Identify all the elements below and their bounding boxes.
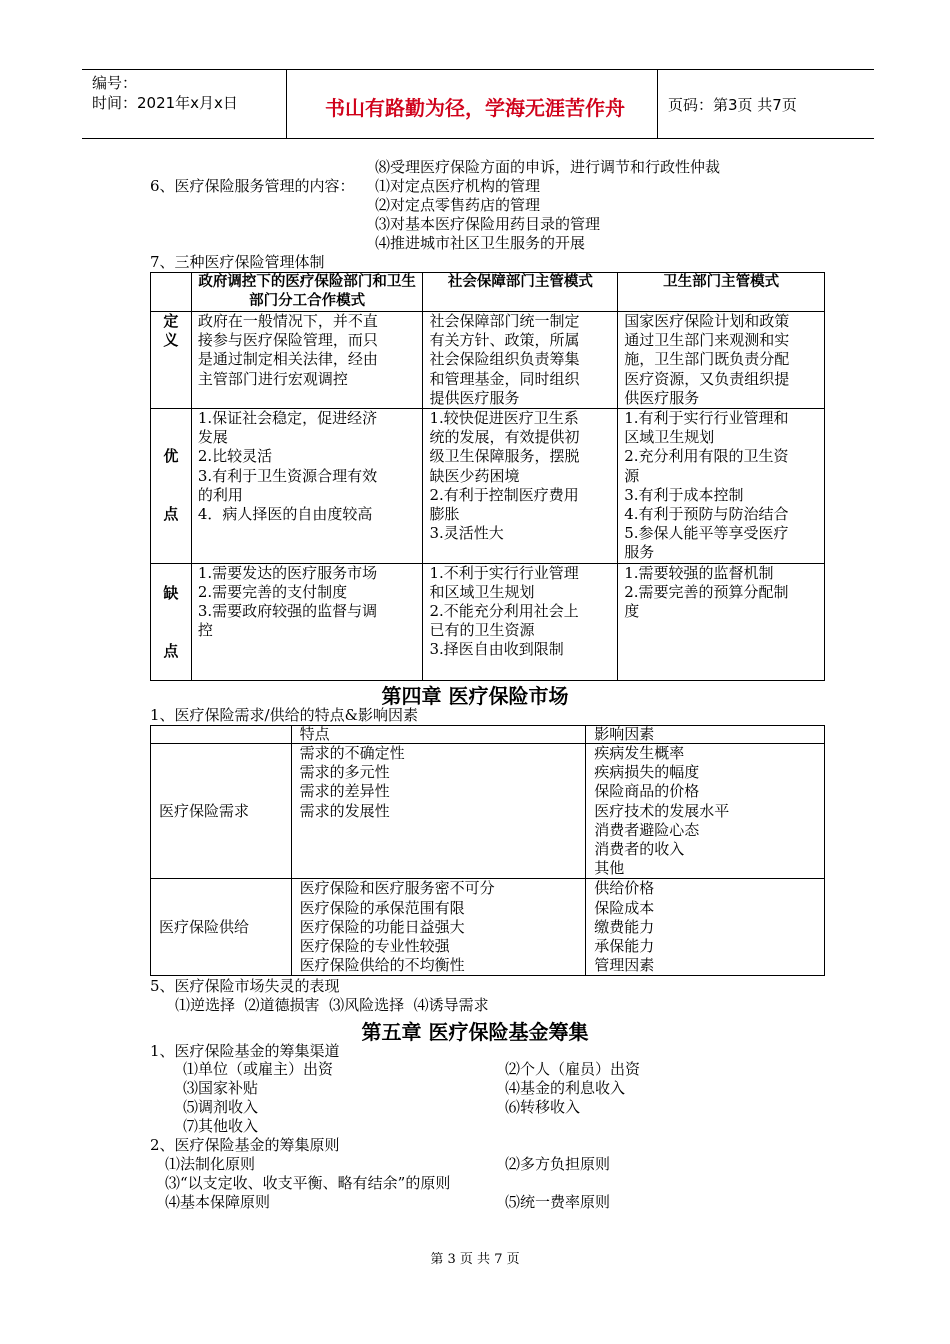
principle-item: ⑷基本保障原则	[165, 1193, 271, 1211]
section-7-title: 7、三种医疗保险管理体制	[150, 253, 325, 271]
cell-line: 医疗资源，又负责组织提	[624, 369, 790, 388]
cell-line: 发展	[197, 428, 228, 447]
cell-line: 缴费能力	[594, 917, 655, 936]
chapter-4-section-1-title: 1、医疗保险需求/供给的特点&影响因素	[150, 706, 418, 724]
cell-line: 源	[624, 466, 640, 485]
management-systems-table	[150, 272, 825, 681]
cell-line: 1.需要较强的监督机制	[624, 563, 774, 582]
chapter-5-title: 第五章 医疗保险基金筹集	[361, 1020, 589, 1044]
cell-line: 3.灵活性大	[429, 524, 504, 543]
cell-line: 保险商品的价格	[594, 782, 700, 801]
cell-line: 4.有利于预防与防治结合	[624, 505, 789, 524]
cell-line: 主管部门进行宏观调控	[197, 369, 348, 388]
cell-line: 3.有利于卫生资源合理有效	[197, 466, 378, 485]
table-cell	[291, 744, 586, 879]
principle-item: ⑴法制化原则	[165, 1155, 256, 1173]
cell-line: 和管理基金，同时组织	[429, 369, 580, 388]
cell-line: 是通过制定相关法律，经由	[197, 350, 378, 369]
cell-line: 疾病损失的幅度	[594, 763, 700, 782]
chapter-4-title: 第四章 医疗保险市场	[381, 684, 569, 708]
cell-line: 1.不利于实行行业管理	[429, 563, 579, 582]
cell-line: 级卫生保障服务，摆脱	[429, 447, 580, 466]
cell-line: 4．病人择医的自由度较高	[197, 505, 373, 524]
header-number: 编号：	[92, 74, 138, 92]
cell-line: 1.需要发达的医疗服务市场	[197, 563, 378, 582]
corner-cell	[151, 273, 192, 312]
cell-line: 消费者的收入	[594, 840, 685, 859]
cell-line: 承保能力	[594, 937, 655, 956]
channel-item: ⑵个人（雇员）出资	[505, 1060, 641, 1078]
cell-line: 和区域卫生规划	[429, 582, 535, 601]
table-row	[151, 879, 825, 976]
row-header: 定义	[151, 312, 192, 409]
cell-line: 1.有利于实行行业管理和	[624, 409, 789, 428]
cell-line: 2.需要完善的支付制度	[197, 582, 348, 601]
table-row	[151, 744, 825, 879]
cell-line: 2.不能充分利用社会上	[429, 602, 579, 621]
section-6-title: 6、医疗保险服务管理的内容：	[150, 177, 355, 195]
chapter-5-section-2-title: 2、医疗保险基金的筹集原则	[150, 1136, 340, 1154]
principle-item: ⑵多方负担原则	[505, 1155, 611, 1173]
cell-line: 医疗保险和医疗服务密不可分	[299, 879, 495, 898]
cell-line: 区域卫生规划	[624, 428, 715, 447]
table-cell	[191, 563, 423, 680]
cell-line: 3.有利于成本控制	[624, 485, 744, 504]
channel-item: ⑷基金的利息收入	[505, 1079, 626, 1097]
cell-line: 2.比较灵活	[197, 447, 273, 466]
corner-cell	[151, 726, 292, 744]
cell-line: 供给价格	[594, 879, 655, 898]
service-item: ⑵对定点零售药店的管理	[375, 196, 541, 214]
cell-line: 社会保障部门统一制定	[429, 312, 580, 330]
principle-item: ⑸统一费率原则	[505, 1193, 611, 1211]
column-header: 卫生部门主管模式	[618, 273, 825, 312]
row-header: 缺点	[151, 563, 192, 680]
cell-line: 消费者避险心态	[594, 820, 700, 839]
table-row	[151, 563, 825, 680]
cell-line: 的利用	[197, 485, 243, 504]
cell-line: 3.需要政府较强的监督与调	[197, 602, 378, 621]
table-cell	[191, 409, 423, 564]
cell-line: 供医疗服务	[624, 388, 700, 407]
cell-line: 国家医疗保险计划和政策	[624, 312, 790, 330]
table-row	[151, 312, 825, 409]
table-cell	[586, 744, 825, 879]
service-item: ⑶对基本医疗保险用药目录的管理	[375, 215, 601, 233]
cell-line: 1.较快促进医疗卫生系	[429, 409, 579, 428]
column-header: 特点	[291, 726, 586, 744]
cell-line: 3.择医自由收到限制	[429, 640, 564, 659]
cell-line: 提供医疗服务	[429, 388, 520, 407]
table-cell	[423, 409, 618, 564]
service-item: ⑴对定点医疗机构的管理	[375, 177, 541, 195]
table-row	[151, 409, 825, 564]
principle-item: ⑶“以支定收、收支平衡、略有结余”的原则	[165, 1174, 451, 1192]
header-page-number: 页码：第3页 共7页	[668, 96, 797, 114]
cell-line: 缺医少药困境	[429, 466, 520, 485]
channel-item: ⑺其他收入	[183, 1117, 259, 1135]
supply-demand-table	[150, 725, 825, 976]
page-footer: 第 3 页 共 7 页	[430, 1252, 520, 1267]
header-motto: 书山有路勤为径，学海无涯苦作舟	[325, 96, 625, 120]
market-failure-items: ⑴逆选择 ⑵道德损害 ⑶风险选择 ⑷诱导需求	[175, 996, 489, 1014]
cell-line: 服务	[624, 543, 655, 562]
table-cell	[618, 563, 825, 680]
cell-line: 医疗保险的承保范围有限	[299, 898, 465, 917]
cell-line: 2.充分利用有限的卫生资	[624, 447, 789, 466]
cell-line: 需求的差异性	[299, 782, 390, 801]
cell-line: 保险成本	[594, 898, 655, 917]
table-cell	[618, 312, 825, 409]
column-header: 影响因素	[586, 726, 825, 744]
cell-line: 需求的不确定性	[299, 744, 405, 762]
table-cell	[586, 879, 825, 976]
cell-line: 5.参保人能平等享受医疗	[624, 524, 789, 543]
table-cell	[291, 879, 586, 976]
row-header: 医疗保险需求	[151, 744, 292, 879]
cell-line: 2.有利于控制医疗费用	[429, 485, 579, 504]
column-header: 政府调控下的医疗保险部门和卫生部门分工合作模式	[191, 273, 423, 312]
cell-line: 医疗技术的发展水平	[594, 801, 730, 820]
cell-line: 医疗保险的专业性较强	[299, 937, 450, 956]
cell-line: 社会保险组织负责筹集	[429, 350, 580, 369]
channel-item: ⑴单位（或雇主）出资	[183, 1060, 334, 1078]
service-item: ⑷推进城市社区卫生服务的开展	[375, 234, 586, 252]
cell-line: 医疗保险供给的不均衡性	[299, 956, 465, 975]
table-cell	[423, 312, 618, 409]
channel-item: ⑹转移收入	[505, 1098, 581, 1116]
cell-line: 2.需要完善的预算分配制	[624, 582, 789, 601]
table-cell	[423, 563, 618, 680]
cell-line: 接参与医疗保险管理，而只	[197, 331, 378, 350]
cell-line: 管理因素	[594, 956, 655, 975]
channel-item: ⑸调剂收入	[183, 1098, 259, 1116]
channel-item: ⑶国家补贴	[183, 1079, 259, 1097]
cell-line: 1.保证社会稳定，促进经济	[197, 409, 378, 428]
cell-line: 统的发展，有效提供初	[429, 428, 580, 447]
cell-line: 需求的发展性	[299, 801, 390, 820]
cell-line: 有关方针、政策，所属	[429, 331, 580, 350]
cell-line: 已有的卫生资源	[429, 621, 535, 640]
chapter-4-section-5-title: 5、医疗保险市场失灵的表现	[150, 977, 340, 995]
table-cell	[618, 409, 825, 564]
cell-line: 膨胀	[429, 505, 460, 524]
cell-line: 疾病发生概率	[594, 744, 685, 762]
cell-line: 需求的多元性	[299, 763, 390, 782]
cell-line: 通过卫生部门来观测和实	[624, 331, 790, 350]
column-header: 社会保障部门主管模式	[423, 273, 618, 312]
cell-line: 施，卫生部门既负责分配	[624, 350, 790, 369]
cell-line: 政府在一般情况下，并不直	[197, 312, 378, 330]
cell-line: 其他	[594, 859, 625, 878]
cell-line: 医疗保险的功能日益强大	[299, 917, 465, 936]
table-cell	[191, 312, 423, 409]
header-date: 时间：2021年x月x日	[92, 94, 238, 112]
cell-line: 度	[624, 602, 640, 621]
row-header: 优点	[151, 409, 192, 564]
row-header: 医疗保险供给	[151, 879, 292, 976]
cell-line: 控	[197, 621, 213, 640]
service-item-8: ⑻受理医疗保险方面的申诉，进行调节和行政性仲裁	[375, 158, 721, 176]
chapter-5-section-1-title: 1、医疗保险基金的筹集渠道	[150, 1042, 340, 1060]
